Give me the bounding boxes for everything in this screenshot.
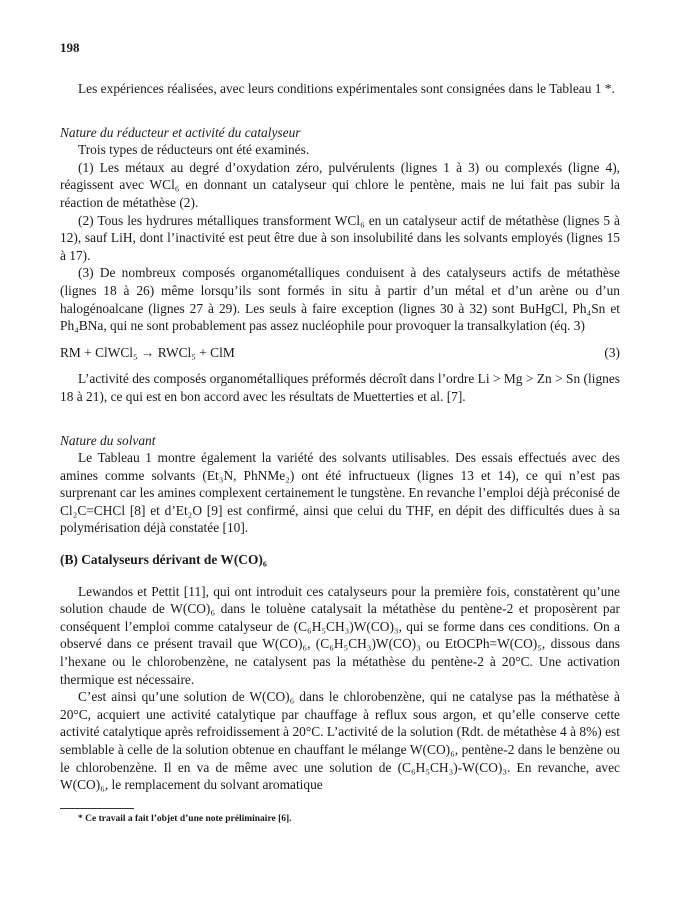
paragraph-item-2: (2) Tous les hydrures métalliques transforment WCl₆ en un catalyseur actif de métathèse (lignes 5 à 12), sauf LiH, dont l’inactivité est peut être due à son insolubilité dans les solvants employés (lignes 15 à 17). [60, 212, 620, 263]
page-number: 198 [60, 40, 80, 55]
equation-number: (3) [604, 344, 620, 360]
equation-line [60, 344, 620, 362]
paragraph-activity-order: L’activité des composés organométalliques préformés décroît dans l’ordre Li > Mg > Zn > Sn (lignes 18 à 21), ce qui est en bon accord avec les résultats de Muetterties et al. [7]. [60, 371, 620, 404]
paragraph-solvent: Le Tableau 1 montre également la variété des solvants utilisables. Des essais effectués avec des amines comme solvants (Et₃N, PhNMe₂) ont été infructueux (lignes 13 et 14), ce qui n’est pas surprenant car les amines complexent certainement le tungstène. En revanche l’emploi déjà préconisé de Cl₂C=CHCl [8] et d’Et₂O [9] est confirmé, ainsi que celui du THF, en dépit des difficultés dues à sa polymérisation déjà constatée [10]. [60, 450, 620, 536]
footnote: * Ce travail a fait l’objet d’une note préliminaire [6]. [78, 813, 292, 824]
document-page [60, 40, 620, 826]
paragraph-item-1: (1) Les métaux au degré d’oxydation zéro, pulvérulents (lignes 1 à 3) ou complexés (ligne 4), réagissent avec WCl₆ en donnant un catalyseur qui chlore le pentène, mais ne lui fait pas subir la réaction de métathèse (2). [60, 159, 620, 210]
intro-paragraph: Les expériences réalisées, avec leurs conditions expérimentales sont consignées dans le Tableau 1 *. [78, 81, 615, 96]
paragraph-lead: Trois types de réducteurs ont été examinés. [78, 142, 310, 158]
paragraph-item-3: (3) De nombreux composés organométalliques conduisent à des catalyseurs actifs de métathèse (lignes 18 à 26) même lorsqu’ils sont formés in situ à partir d’un métal et d’un arène ou d’un halogénoalcane (lignes 27 à 29). Les seuls à faire exception (lignes 30 à 32) sont BuHgCl, Ph₄Sn et Ph₄BNa, qui ne sont probablement pas assez nucléophile pour provoquer la transalkylation (éq. 3) [60, 265, 620, 334]
section-heading-reducer: Nature du réducteur et activité du catalyseur [60, 124, 301, 140]
section-heading-solvent: Nature du solvant [60, 432, 156, 448]
equation: RM + ClWCl₅ → RWCl₅ + ClM [60, 344, 235, 360]
section-heading-wco6: (B) Catalyseurs dérivant de W(CO)₆ [60, 552, 267, 568]
footnote-divider [60, 808, 134, 809]
paragraph-chlorobenzene: C’est ainsi qu’une solution de W(CO)₆ dans le chlorobenzène, qui ne catalyse pas la méthatèse à 20°C, acquiert une activité catalytique par chauffage à reflux sous argon, et qu’elle conserve cette activité catalytique après refroidissement à 20°C. L’activité de la solution (Rdt. de métathèse 4 à 8%) est semblable à celle de la solution obtenue en chauffant le mélange W(CO)₆, pentène-2 dans le benzène ou le chlorobenzène. Il en va de même avec une solution de (C₆H₅CH₃)-W(CO)₃. En revanche, avec W(CO)₆, le remplacement du solvant aromatique [60, 689, 620, 793]
paragraph-lewandos: Lewandos et Pettit [11], qui ont introduit ces catalyseurs pour la première fois, constatèrent qu’une solution chaude de W(CO)₆ dans le toluène catalysait la métathèse du pentène-2 et proposèrent par conséquent l’emploi comme catalyseur de (C₆H₅CH₃)W(CO)₃, qui se forme dans ces conditions. On a observé dans ce présent travail que W(CO)₆, (C₆H₅CH₃)W(CO)₃ ou EtOCPh=W(CO)₅, dissous dans l’hexane ou le chlorobenzène, ne catalysent pas la métathèse du pentène-2 à 20°C. Une activation thermique est nécessaire. [60, 583, 620, 687]
